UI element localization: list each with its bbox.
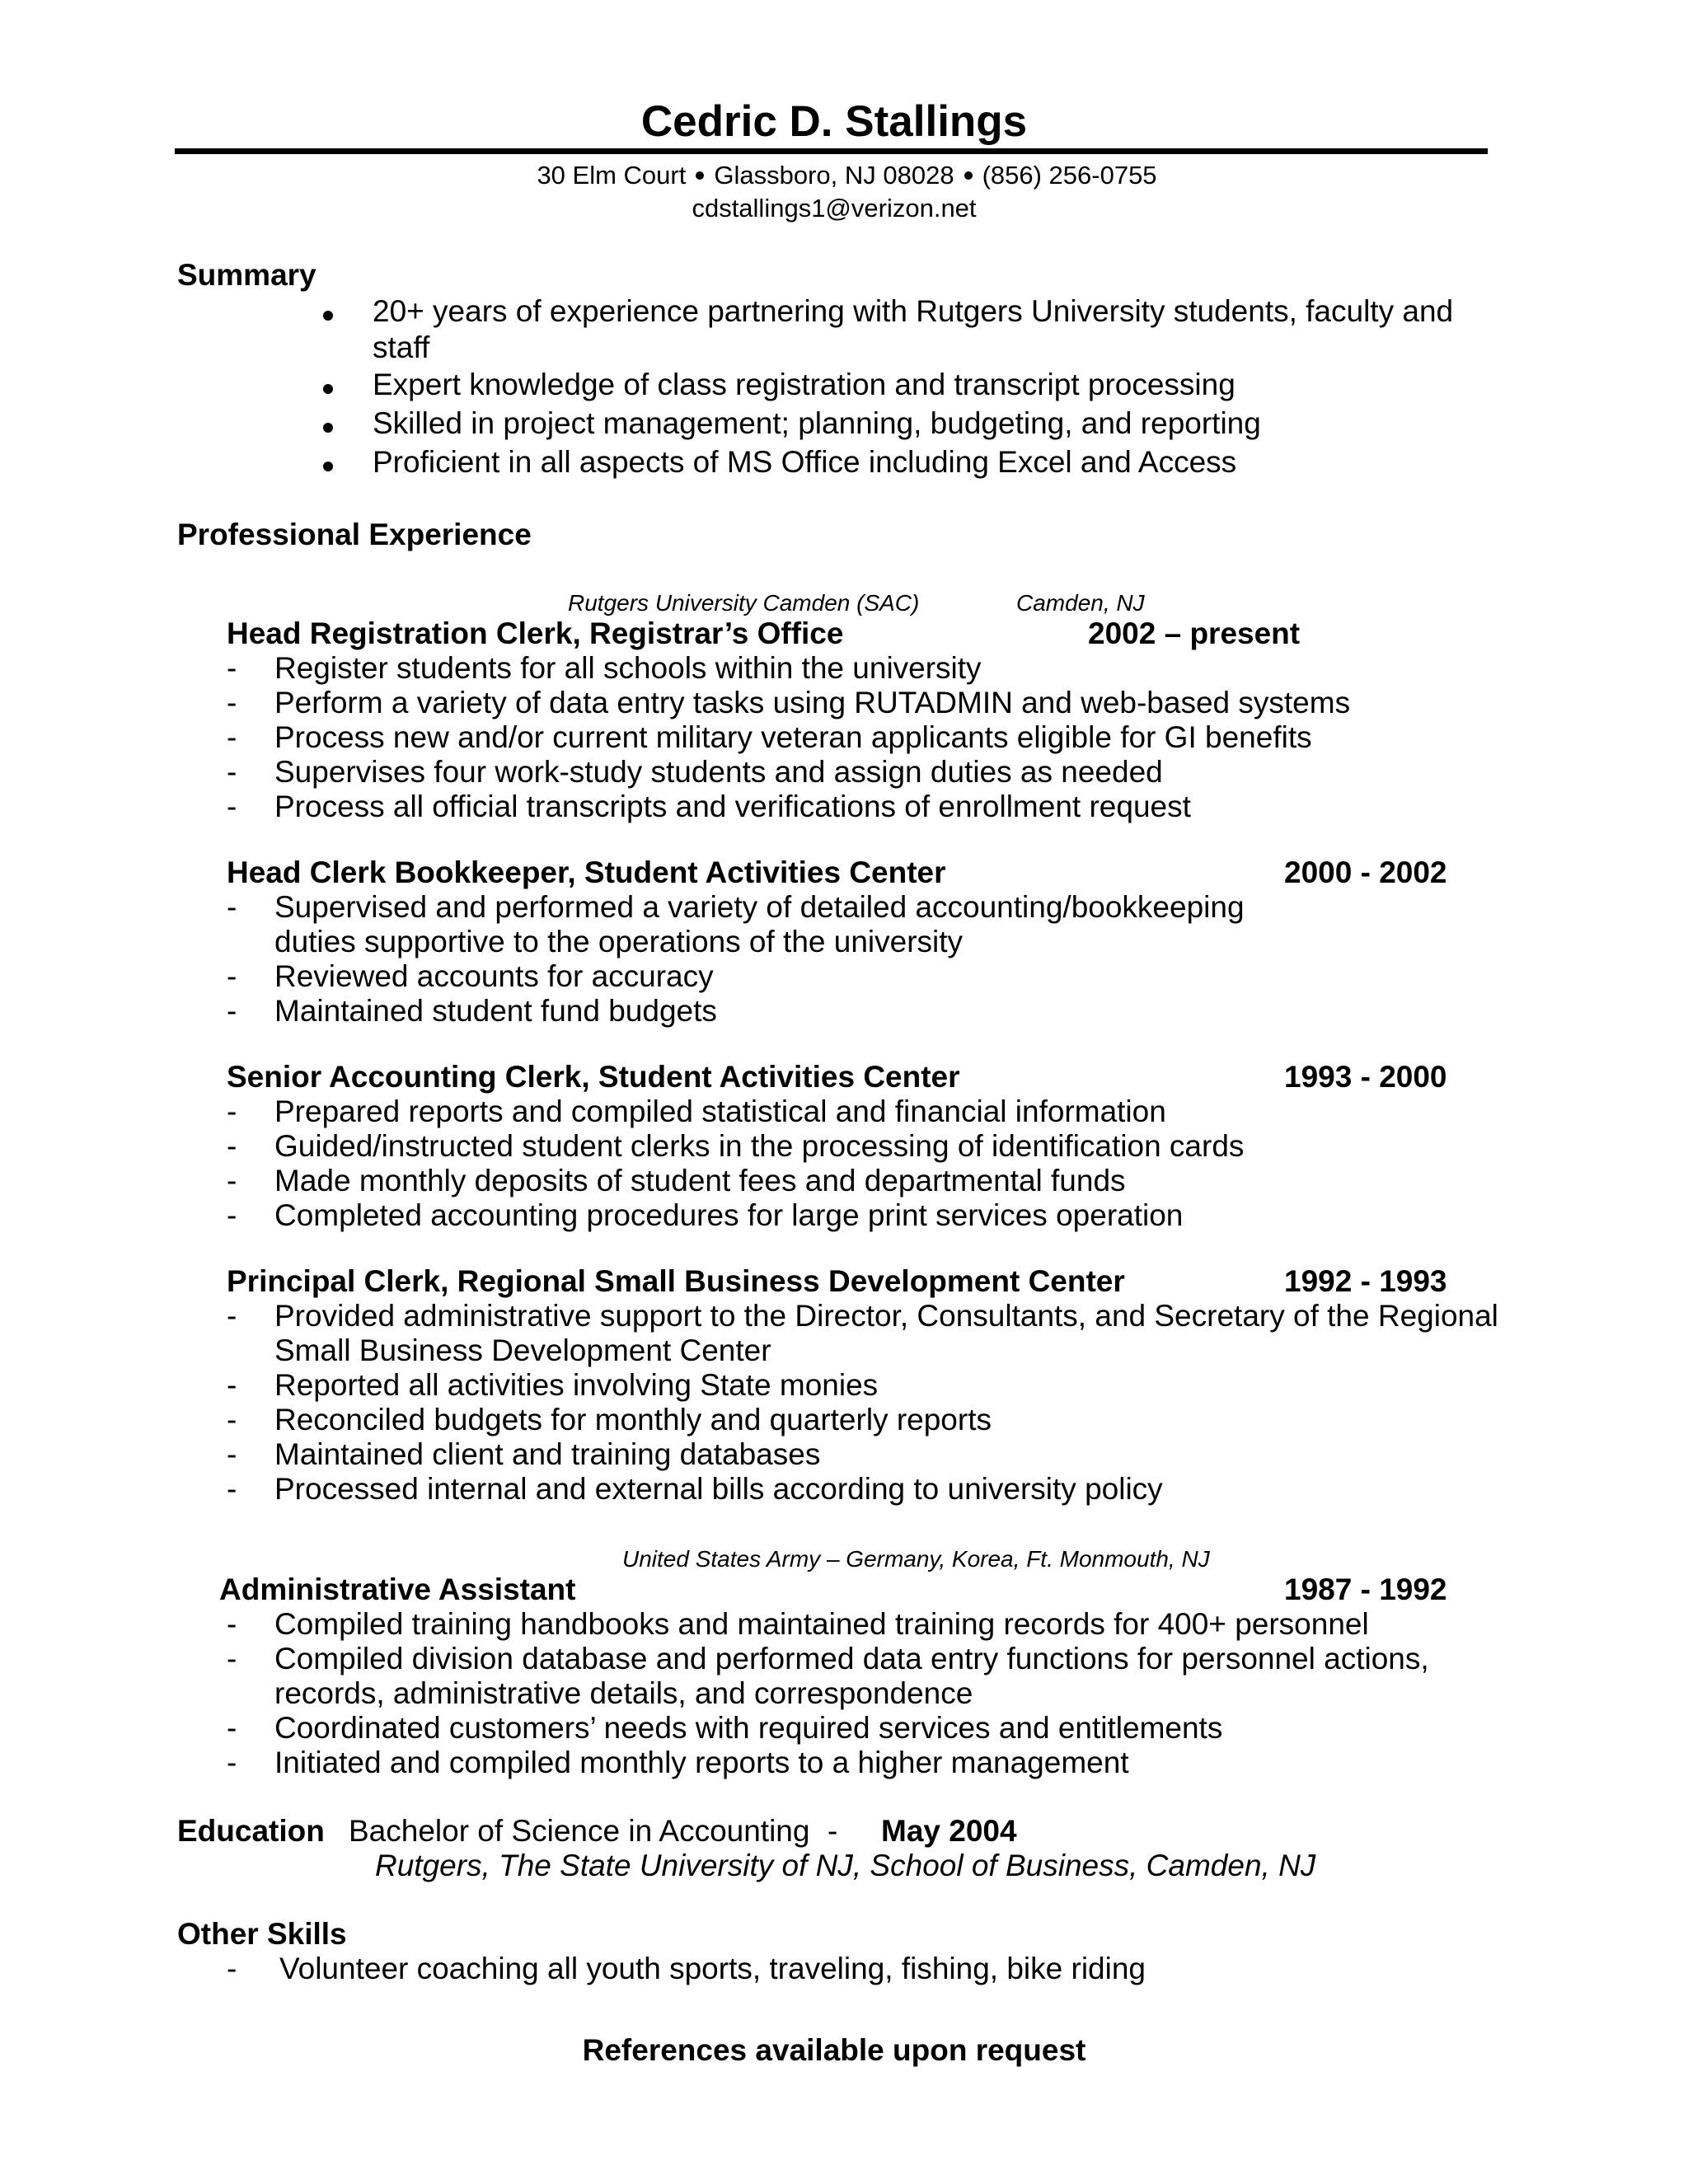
job-bullet: Provided administrative support to the Director, Consultants, and Secretary of the Regional: [274, 1299, 1498, 1333]
other-skills-heading: Other Skills: [177, 1917, 347, 1951]
dash-bullet: -: [227, 651, 237, 685]
job-bullet: Perform a variety of data entry tasks using RUTADMIN and web-based systems: [274, 686, 1351, 719]
job-bullet: Supervised and performed a variety of detailed accounting/bookkeeping: [274, 890, 1245, 924]
phone: (856) 256-0755: [982, 161, 1157, 190]
job-bullet: Reconciled budgets for monthly and quarterly reports: [274, 1403, 992, 1436]
job-bullet: Process new and/or current military veteran applicants eligible for GI benefits: [274, 720, 1312, 754]
job-bullet: Processed internal and external bills according to university policy: [274, 1472, 1163, 1506]
dash-bullet: -: [227, 994, 237, 1028]
address: 30 Elm Court: [537, 161, 687, 190]
job-bullet: Reviewed accounts for accuracy: [274, 959, 714, 993]
dash-bullet: -: [227, 1164, 237, 1197]
job-bullet: Compiled training handbooks and maintained training records for 400+ personnel: [274, 1607, 1369, 1641]
contact-line: [0, 161, 1688, 190]
job-dates: 1993 - 2000: [1284, 1060, 1447, 1094]
dash-bullet: -: [227, 1711, 237, 1745]
job-title: Head Registration Clerk, Registrar’s Office: [227, 616, 844, 650]
job-dates: 2000 - 2002: [1284, 855, 1447, 889]
summary-heading: Summary: [177, 258, 316, 292]
references-note: References available upon request: [582, 2033, 1086, 2067]
dash-bullet: -: [227, 1129, 237, 1163]
dash-bullet: -: [227, 1437, 237, 1471]
job-bullet: Guided/instructed student clerks in the processing of identification cards: [274, 1129, 1245, 1163]
job-title: Head Clerk Bookkeeper, Student Activities Center: [227, 855, 946, 889]
dash-bullet: -: [227, 1746, 237, 1779]
bullet-dot-icon: [323, 384, 333, 394]
job-bullet: Reported all activities involving State monies: [274, 1368, 879, 1402]
bullet-dot-icon: [323, 462, 333, 471]
bullet-dot-icon: [696, 171, 704, 180]
experience-heading: Professional Experience: [177, 518, 532, 551]
job-dates: 1992 - 1993: [1284, 1264, 1447, 1298]
job-dates: 1987 - 1992: [1284, 1572, 1447, 1606]
dash-bullet: -: [227, 1094, 237, 1128]
dash-bullet: -: [227, 790, 237, 823]
dash-bullet: -: [227, 1299, 237, 1333]
school: Rutgers, The State University of NJ, School of Business, Camden, NJ: [375, 1849, 1316, 1882]
job-bullet: Prepared reports and compiled statistical and financial information: [274, 1094, 1166, 1128]
dash-bullet: -: [227, 1607, 237, 1641]
dash-bullet: -: [227, 1403, 237, 1436]
summary-item-continued: staff: [373, 330, 430, 364]
dash-bullet: -: [227, 890, 237, 924]
email[interactable]: cdstallings1@verizon.net: [692, 194, 977, 223]
degree: Bachelor of Science in Accounting: [349, 1814, 810, 1848]
job-bullet: Register students for all schools within the university: [274, 651, 982, 685]
job-bullet: Initiated and compiled monthly reports to a higher management: [274, 1746, 1129, 1779]
dash-bullet: -: [227, 686, 237, 719]
employer-location: Camden, NJ: [1016, 590, 1145, 616]
bullet-dot-icon: [323, 423, 333, 433]
degree-separator: -: [828, 1814, 838, 1848]
education-heading: Education: [177, 1814, 325, 1848]
city-state-zip: Glassboro, NJ 08028: [714, 161, 954, 190]
job-bullet: Coordinated customers’ needs with required services and entitlements: [274, 1711, 1223, 1745]
dash-bullet: -: [227, 959, 237, 993]
job-bullet-continued: Small Business Development Center: [274, 1333, 771, 1367]
bullet-dot-icon: [323, 311, 333, 321]
summary-item: 20+ years of experience partnering with Rutgers University students, faculty and: [373, 294, 1454, 328]
job-bullet: Maintained client and training databases: [274, 1437, 821, 1471]
bullet-dot-icon: [964, 171, 973, 180]
summary-item: Proficient in all aspects of MS Office including Excel and Access: [373, 445, 1237, 479]
job-bullet: Supervises four work-study students and assign duties as needed: [274, 755, 1163, 789]
summary-item: Skilled in project management; planning, budgeting, and reporting: [373, 406, 1261, 440]
employer-name: Rutgers University Camden (SAC): [568, 590, 920, 616]
dash-bullet: -: [227, 1198, 237, 1232]
job-dates: 2002 – present: [1088, 616, 1301, 650]
job-bullet: Process all official transcripts and verifications of enrollment request: [274, 790, 1191, 823]
job-title: Administrative Assistant: [219, 1572, 576, 1606]
dash-bullet: -: [227, 1952, 237, 1985]
dash-bullet: -: [227, 1368, 237, 1402]
dash-bullet: -: [227, 755, 237, 789]
summary-item: Expert knowledge of class registration and transcript processing: [373, 368, 1236, 401]
job-bullet-continued: records, administrative details, and correspondence: [274, 1676, 973, 1710]
dash-bullet: -: [227, 1642, 237, 1675]
job-bullet: Compiled division database and performed data entry functions for personnel actions,: [274, 1642, 1429, 1675]
dash-bullet: -: [227, 720, 237, 754]
job-bullet: Completed accounting procedures for large print services operation: [274, 1198, 1184, 1232]
job-title: Senior Accounting Clerk, Student Activities Center: [227, 1060, 960, 1094]
job-bullet: Maintained student fund budgets: [274, 994, 717, 1028]
job-bullet: Made monthly deposits of student fees and departmental funds: [274, 1164, 1126, 1197]
job-title: Principal Clerk, Regional Small Business Development Center: [227, 1264, 1125, 1298]
dash-bullet: -: [227, 1472, 237, 1506]
degree-date: May 2004: [881, 1814, 1017, 1848]
header-rule: [175, 148, 1488, 154]
employer-name: United States Army – Germany, Korea, Ft. Monmouth, NJ: [622, 1546, 1210, 1572]
job-bullet-continued: duties supportive to the operations of the university: [274, 925, 964, 958]
candidate-name: Cedric D. Stallings: [640, 97, 1028, 146]
skills-item: Volunteer coaching all youth sports, traveling, fishing, bike riding: [279, 1952, 1146, 1985]
